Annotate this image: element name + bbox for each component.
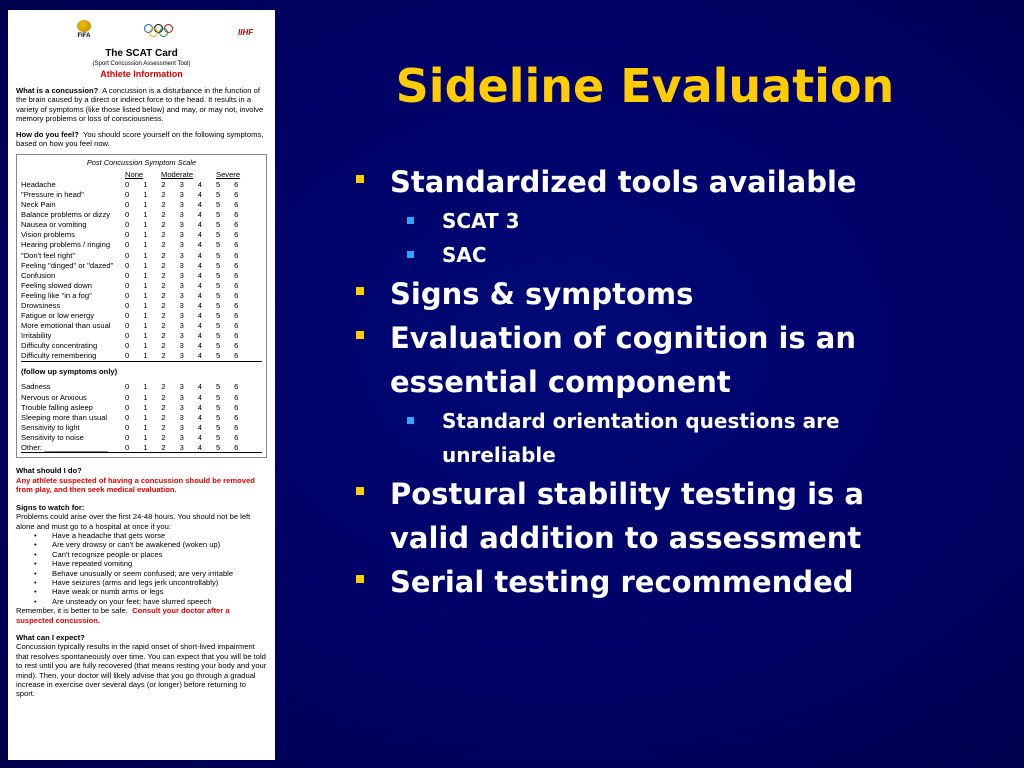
scale-score: 6 <box>234 210 239 220</box>
sign-item: • Can't recognize people or places <box>52 550 267 559</box>
symptom-row <box>21 200 262 210</box>
scale-score: 5 <box>215 330 221 340</box>
scale-score: 3 <box>179 382 184 392</box>
scale-score: 1 <box>143 200 148 210</box>
scale-score: 4 <box>197 190 202 200</box>
followup-name: Trouble falling asleep <box>21 402 93 412</box>
sign-item: • Behave unusually or seem confused; are very irritable <box>52 569 267 578</box>
scale-score: 0 <box>125 230 130 240</box>
followup-name: Sensitivity to light <box>21 422 80 432</box>
scale-score: 3 <box>179 442 184 452</box>
sub-bullet-item <box>350 238 920 272</box>
followup-name: Nervous or Anxious <box>21 392 87 402</box>
scale-score: 5 <box>215 200 221 210</box>
scale-score: 0 <box>125 382 130 392</box>
scale-score: 6 <box>234 300 239 310</box>
symptom-name: Confusion <box>21 270 56 280</box>
scale-score: 4 <box>197 442 202 452</box>
scale-score: 5 <box>215 290 221 300</box>
scale-score: 5 <box>215 230 221 240</box>
bullet-square-icon <box>356 487 364 495</box>
followup-name: Sensitivity to noise <box>21 432 84 442</box>
scale-score: 6 <box>234 382 239 392</box>
signs-list <box>16 531 267 606</box>
scale-score: 0 <box>125 240 130 250</box>
symptom-name: Fatigue or low energy <box>21 310 95 320</box>
scale-score: 1 <box>143 290 148 300</box>
scale-score: 3 <box>179 280 184 290</box>
scale-score: 5 <box>215 210 221 220</box>
scale-score: 6 <box>234 442 239 452</box>
scale-score: 2 <box>161 210 166 220</box>
scale-score: 2 <box>161 230 166 240</box>
symptom-row <box>21 240 262 250</box>
bullet-text: SAC <box>442 243 487 267</box>
scale-score: 2 <box>161 200 166 210</box>
followup-label: (follow up symptoms only) <box>21 366 118 376</box>
scale-score: 4 <box>197 310 202 320</box>
card-logos <box>16 20 267 48</box>
scale-score: 6 <box>234 320 239 330</box>
bullet-square-icon <box>356 575 364 583</box>
scale-score: 1 <box>143 320 148 330</box>
scale-score: 3 <box>179 270 184 280</box>
scale-score: 2 <box>161 240 166 250</box>
sign-item: • Are unsteady on your feet; have slurred speech <box>52 597 267 606</box>
scale-score: 0 <box>125 422 130 432</box>
scale-score: 1 <box>143 210 148 220</box>
scale-score: 5 <box>215 442 221 452</box>
scale-score: 3 <box>179 240 184 250</box>
scale-score: 0 <box>125 412 130 422</box>
symptom-row <box>21 270 262 280</box>
symptom-scale-header: None Moderate Severe <box>125 170 241 180</box>
symptom-row <box>21 351 262 362</box>
sub-bullet-item <box>350 404 920 472</box>
followup-row <box>21 432 262 442</box>
scale-score: 6 <box>234 260 239 270</box>
scale-score: 6 <box>234 290 239 300</box>
scale-score: 1 <box>143 280 148 290</box>
symptom-row <box>21 321 262 331</box>
scale-score: 4 <box>197 210 202 220</box>
symptom-name: Feeling like "in a fog" <box>21 290 92 300</box>
scale-score: 5 <box>215 270 221 280</box>
scale-score: 1 <box>143 220 148 230</box>
bullet-text: Standardized tools available <box>390 165 857 199</box>
scale-score: 4 <box>197 392 202 402</box>
scale-score: 6 <box>234 310 239 320</box>
scale-score: 6 <box>234 180 239 190</box>
symptom-row <box>21 250 262 260</box>
scale-score: 5 <box>215 382 221 392</box>
scale-score: 6 <box>234 330 239 340</box>
scale-score: 4 <box>197 250 202 260</box>
symptom-scale-title: Post Concussion Symptom Scale <box>86 158 197 168</box>
scale-score: 0 <box>125 330 130 340</box>
scale-score: 0 <box>125 351 130 360</box>
scale-score: 1 <box>143 230 148 240</box>
what-should-i-do: What should I do? Any athlete suspected of having a concussion should be removed from play, and then seek medical evaluation. <box>16 466 255 495</box>
followup-row <box>21 442 262 453</box>
symptom-name: Difficulty remembering <box>21 351 97 360</box>
scale-score: 1 <box>143 330 148 340</box>
scale-score: 6 <box>234 270 239 280</box>
symptom-name: "Don't feel right" <box>21 250 76 260</box>
scale-score: 4 <box>197 432 202 442</box>
scale-score: 4 <box>197 280 202 290</box>
symptom-row <box>21 180 262 190</box>
scale-score: 5 <box>215 300 221 310</box>
followup-name: Other: _______________ <box>21 442 108 452</box>
scale-score: 2 <box>161 442 166 452</box>
scale-score: 2 <box>161 310 166 320</box>
scale-score: 2 <box>161 340 166 350</box>
bullet-square-icon <box>356 287 364 295</box>
card-title: The SCAT Card <box>105 48 178 59</box>
scale-score: 3 <box>179 320 184 330</box>
symptom-name: Neck Pain <box>21 200 56 210</box>
scale-score: 4 <box>197 230 202 240</box>
scale-score: 6 <box>234 402 239 412</box>
followup-rows <box>21 382 262 453</box>
scale-score: 3 <box>179 422 184 432</box>
scale-score: 4 <box>197 340 202 350</box>
symptom-name: Hearing problems / ringing <box>21 240 111 250</box>
scale-score: 6 <box>234 351 239 360</box>
scale-score: 0 <box>125 220 130 230</box>
scale-score: 1 <box>143 351 148 360</box>
scale-score: 1 <box>143 382 148 392</box>
scale-score: 2 <box>161 432 166 442</box>
bullet-text: Signs & symptoms <box>390 277 694 311</box>
scale-score: 5 <box>215 250 221 260</box>
symptom-scale <box>16 154 267 458</box>
scale-score: 3 <box>179 220 184 230</box>
card-subtitle: (Sport Concussion Assessment Tool) <box>92 61 191 67</box>
scale-score: 3 <box>179 392 184 402</box>
scale-score: 6 <box>234 340 239 350</box>
scale-score: 2 <box>161 412 166 422</box>
scale-score: 5 <box>215 280 221 290</box>
scale-score: 2 <box>161 300 166 310</box>
scale-score: 2 <box>161 180 166 190</box>
scale-score: 4 <box>197 220 202 230</box>
sign-item: • Have seizures (arms and legs jerk uncontrollably) <box>52 578 267 587</box>
scale-score: 5 <box>215 190 221 200</box>
scale-score: 0 <box>125 280 130 290</box>
scale-score: 2 <box>161 392 166 402</box>
bullet-square-icon <box>356 331 364 339</box>
bullet-item <box>350 272 920 316</box>
bullet-item <box>350 160 920 204</box>
scale-score: 1 <box>143 432 148 442</box>
scale-score: 2 <box>161 280 166 290</box>
olympic-rings-logo <box>144 24 176 38</box>
scale-score: 1 <box>143 190 148 200</box>
scale-score: 4 <box>197 240 202 250</box>
bullet-text: Postural stability testing is a valid addition to assessment <box>390 477 864 555</box>
scale-score: 0 <box>125 310 130 320</box>
scale-score: 1 <box>143 310 148 320</box>
scale-score: 6 <box>234 392 239 402</box>
concussion-definition: What is a concussion? A concussion is a disturbance in the function of the brain caused by a direct or indirect force to the head. It results in a variety of symptoms (like those listed below) and may, or may not, involve memory problems or loss of consciousness. <box>16 86 264 124</box>
sign-item: • Have weak or numb arms or legs <box>52 587 267 596</box>
scale-score: 2 <box>161 250 166 260</box>
scale-score: 4 <box>197 412 202 422</box>
symptom-name: Headache <box>21 180 56 190</box>
scale-score: 4 <box>197 300 202 310</box>
fifa-logo: FIFA <box>72 20 96 44</box>
scale-score: 6 <box>234 190 239 200</box>
bullet-text: SCAT 3 <box>442 209 520 233</box>
symptom-row <box>21 210 262 220</box>
signs-to-watch: Signs to watch for: Problems could arise over the first 24-48 hours. You should not be left alone and must go to a hospital at once if you: <box>16 502 251 531</box>
what-to-expect: What can I expect? Concussion typically results in the rapid onset of short-lived impairment that resolves spontaneously over time. You can expect that you will be told to rest until you are fully recovered (that means resting your body and your mind). Then, your doctor will likely advise that you go through a gradual increase in exercise over several days (or longer) before returning to sport. <box>16 632 267 699</box>
scale-score: 5 <box>215 320 221 330</box>
scale-score: 6 <box>234 412 239 422</box>
bullet-list <box>350 160 920 604</box>
scale-score: 3 <box>179 310 184 320</box>
iihf-logo: IIHF <box>238 28 254 37</box>
symptom-row <box>21 220 262 230</box>
bullet-item <box>350 316 920 404</box>
scale-score: 1 <box>143 422 148 432</box>
scale-score: 5 <box>215 432 221 442</box>
scale-score: 1 <box>143 260 148 270</box>
symptom-row <box>21 280 262 290</box>
scale-score: 2 <box>161 330 166 340</box>
scale-score: 4 <box>197 260 202 270</box>
scale-score: 5 <box>215 412 221 422</box>
scale-score: 2 <box>161 382 166 392</box>
scale-score: 4 <box>197 320 202 330</box>
scale-score: 2 <box>161 260 166 270</box>
slide-title: Sideline Evaluation <box>395 59 895 113</box>
scale-score: 2 <box>161 402 166 412</box>
scale-score: 0 <box>125 290 130 300</box>
remember-note: Remember, it is better to be safe. Consult your doctor after a suspected concussion. <box>16 606 230 625</box>
symptom-name: More emotional than usual <box>21 320 111 330</box>
scale-score: 4 <box>197 180 202 190</box>
scale-score: 3 <box>179 190 184 200</box>
scale-score: 4 <box>197 290 202 300</box>
symptom-row <box>21 300 262 310</box>
scale-score: 0 <box>125 250 130 260</box>
symptom-row <box>21 290 262 300</box>
scale-score: 6 <box>234 422 239 432</box>
how-do-you-feel: How do you feel? You should score yourself on the following symptoms, based on how you feel now. <box>16 129 264 149</box>
bullet-item <box>350 472 920 560</box>
scale-score: 5 <box>215 180 221 190</box>
scale-score: 0 <box>125 210 130 220</box>
scale-score: 6 <box>234 250 239 260</box>
scale-score: 1 <box>143 392 148 402</box>
symptom-rows <box>21 180 262 362</box>
scale-score: 3 <box>179 300 184 310</box>
followup-name: Sadness <box>21 382 51 392</box>
scale-score: 3 <box>179 260 184 270</box>
scale-score: 0 <box>125 300 130 310</box>
scale-score: 3 <box>179 330 184 340</box>
symptom-name: Balance problems or dizzy <box>21 210 111 220</box>
sub-bullet-item <box>350 204 920 238</box>
scale-score: 4 <box>197 382 202 392</box>
scale-score: 5 <box>215 392 221 402</box>
scale-score: 6 <box>234 200 239 210</box>
sign-item: • Are very drowsy or can't be awakened (woken up) <box>52 540 267 549</box>
scale-score: 1 <box>143 250 148 260</box>
scale-score: 3 <box>179 402 184 412</box>
scale-score: 5 <box>215 422 221 432</box>
scale-score: 5 <box>215 260 221 270</box>
scale-score: 0 <box>125 402 130 412</box>
bullet-text: Standard orientation questions are unreliable <box>442 409 840 467</box>
scale-score: 6 <box>234 230 239 240</box>
scale-score: 5 <box>215 240 221 250</box>
scale-score: 4 <box>197 200 202 210</box>
scale-score: 3 <box>179 200 184 210</box>
sign-item: • Have repeated vomiting <box>52 559 267 568</box>
symptom-name: Drowsiness <box>21 300 61 310</box>
scale-score: 3 <box>179 210 184 220</box>
scale-score: 3 <box>179 412 184 422</box>
scale-score: 5 <box>215 310 221 320</box>
scale-score: 5 <box>215 402 221 412</box>
scale-score: 1 <box>143 300 148 310</box>
symptom-row <box>21 230 262 240</box>
scale-score: 2 <box>161 190 166 200</box>
followup-row <box>21 412 262 422</box>
bullet-square-icon <box>407 417 414 424</box>
scale-score: 0 <box>125 442 130 452</box>
followup-row <box>21 392 262 402</box>
scale-score: 1 <box>143 270 148 280</box>
symptom-name: Difficulty concentrating <box>21 340 98 350</box>
card-heading: Athlete Information <box>100 69 183 79</box>
scale-score: 4 <box>197 330 202 340</box>
scale-score: 1 <box>143 180 148 190</box>
scale-score: 2 <box>161 270 166 280</box>
bullet-item <box>350 560 920 604</box>
scale-score: 4 <box>197 402 202 412</box>
scale-score: 3 <box>179 351 184 360</box>
followup-row <box>21 382 262 392</box>
bullet-text: Evaluation of cognition is an essential component <box>390 321 856 399</box>
scale-score: 6 <box>234 220 239 230</box>
bullet-square-icon <box>407 217 414 224</box>
scale-score: 6 <box>234 432 239 442</box>
scale-score: 5 <box>215 351 221 360</box>
scale-score: 6 <box>234 280 239 290</box>
scale-score: 1 <box>143 402 148 412</box>
scale-score: 0 <box>125 392 130 402</box>
symptom-name: Feeling "dinged" or "dazed" <box>21 260 114 270</box>
scat-card-image <box>8 10 275 760</box>
scale-score: 0 <box>125 260 130 270</box>
scale-score: 3 <box>179 340 184 350</box>
scale-score: 3 <box>179 230 184 240</box>
symptom-row <box>21 260 262 270</box>
bullet-text: Serial testing recommended <box>390 565 854 599</box>
symptom-name: Vision problems <box>21 230 75 240</box>
scale-score: 4 <box>197 422 202 432</box>
scale-score: 2 <box>161 422 166 432</box>
scale-score: 1 <box>143 240 148 250</box>
scale-score: 2 <box>161 351 166 360</box>
scale-score: 4 <box>197 351 202 360</box>
symptom-row <box>21 190 262 200</box>
symptom-name: Nausea or vomiting <box>21 220 87 230</box>
scale-score: 0 <box>125 190 130 200</box>
scale-score: 2 <box>161 290 166 300</box>
scale-score: 2 <box>161 220 166 230</box>
followup-row <box>21 422 262 432</box>
scale-score: 1 <box>143 442 148 452</box>
symptom-row <box>21 331 262 341</box>
scale-score: 5 <box>215 340 221 350</box>
scale-score: 0 <box>125 340 130 350</box>
scale-score: 4 <box>197 270 202 280</box>
scale-score: 0 <box>125 432 130 442</box>
scale-score: 6 <box>234 240 239 250</box>
scale-score: 0 <box>125 180 130 190</box>
scale-score: 0 <box>125 320 130 330</box>
scale-score: 3 <box>179 432 184 442</box>
symptom-name: Feeling slowed down <box>21 280 92 290</box>
scale-score: 0 <box>125 270 130 280</box>
symptom-name: "Pressure in head" <box>21 190 84 200</box>
symptom-name: Irritability <box>21 330 52 340</box>
scale-score: 1 <box>143 412 148 422</box>
bullet-square-icon <box>407 251 414 258</box>
followup-name: Sleeping more than usual <box>21 412 108 422</box>
scale-score: 5 <box>215 220 221 230</box>
bullet-square-icon <box>356 175 364 183</box>
scale-score: 1 <box>143 340 148 350</box>
symptom-row <box>21 341 262 351</box>
symptom-row <box>21 311 262 321</box>
scale-score: 3 <box>179 290 184 300</box>
sign-item: • Have a headache that gets worse <box>52 531 267 540</box>
scale-score: 3 <box>179 250 184 260</box>
scale-score: 3 <box>179 180 184 190</box>
scale-score: 2 <box>161 320 166 330</box>
scale-score: 0 <box>125 200 130 210</box>
followup-row <box>21 402 262 412</box>
